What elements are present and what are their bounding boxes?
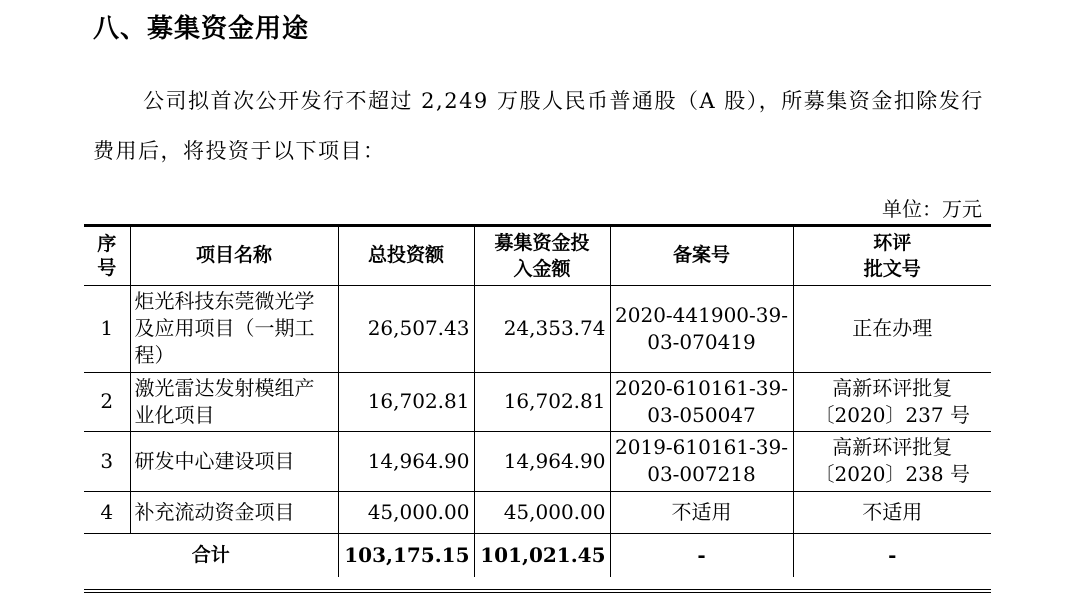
header-name: 项目名称 — [130, 227, 338, 285]
intro-paragraph: 公司拟首次公开发行不超过 2,249 万股人民币普通股（A 股），所募集资金扣除发行费用后，将投资于以下项目： — [93, 89, 984, 163]
row-approval: 高新环评批复〔2020〕238 号 — [793, 431, 991, 491]
total-approval: - — [793, 533, 991, 577]
row-name: 炬光科技东莞微光学及应用项目（一期工程） — [130, 285, 338, 372]
row-total: 14,964.90 — [338, 431, 474, 491]
total-record: - — [610, 533, 793, 577]
row-total: 26,507.43 — [338, 285, 474, 372]
section-heading: 八、募集资金用途 — [93, 14, 310, 44]
total-total: 103,175.15 — [338, 533, 474, 577]
row-approval: 正在办理 — [793, 285, 991, 372]
row-no: 4 — [84, 491, 130, 533]
row-total: 45,000.00 — [338, 491, 474, 533]
row-name: 补充流动资金项目 — [130, 491, 338, 533]
header-record: 备案号 — [610, 227, 793, 285]
total-raised: 101,021.45 — [474, 533, 610, 577]
row-no: 1 — [84, 285, 130, 372]
fund-usage-table — [84, 227, 991, 577]
row-no: 3 — [84, 431, 130, 491]
unit-label: 单位：万元 — [882, 197, 982, 221]
table-header-row — [84, 227, 991, 285]
row-record: 2019-610161-39-03-007218 — [610, 431, 793, 491]
row-raised: 14,964.90 — [474, 431, 610, 491]
table-row — [84, 491, 991, 533]
row-record: 不适用 — [610, 491, 793, 533]
total-label: 合计 — [84, 533, 338, 577]
row-raised: 45,000.00 — [474, 491, 610, 533]
row-approval: 不适用 — [793, 491, 991, 533]
row-record: 2020-441900-39-03-070419 — [610, 285, 793, 372]
row-no: 2 — [84, 372, 130, 431]
row-record: 2020-610161-39-03-050047 — [610, 372, 793, 431]
row-name: 研发中心建设项目 — [130, 431, 338, 491]
total-row — [84, 533, 991, 577]
header-approval: 环评 批文号 — [793, 227, 991, 285]
table-row — [84, 285, 991, 372]
table-row — [84, 431, 991, 491]
row-name: 激光雷达发射模组产业化项目 — [130, 372, 338, 431]
table-row — [84, 372, 991, 431]
header-no: 序 号 — [84, 227, 130, 285]
row-raised: 16,702.81 — [474, 372, 610, 431]
row-approval: 高新环评批复〔2020〕237 号 — [793, 372, 991, 431]
row-total: 16,702.81 — [338, 372, 474, 431]
row-raised: 24,353.74 — [474, 285, 610, 372]
header-raised: 募集资金投 入金额 — [474, 227, 610, 285]
header-total: 总投资额 — [338, 227, 474, 285]
